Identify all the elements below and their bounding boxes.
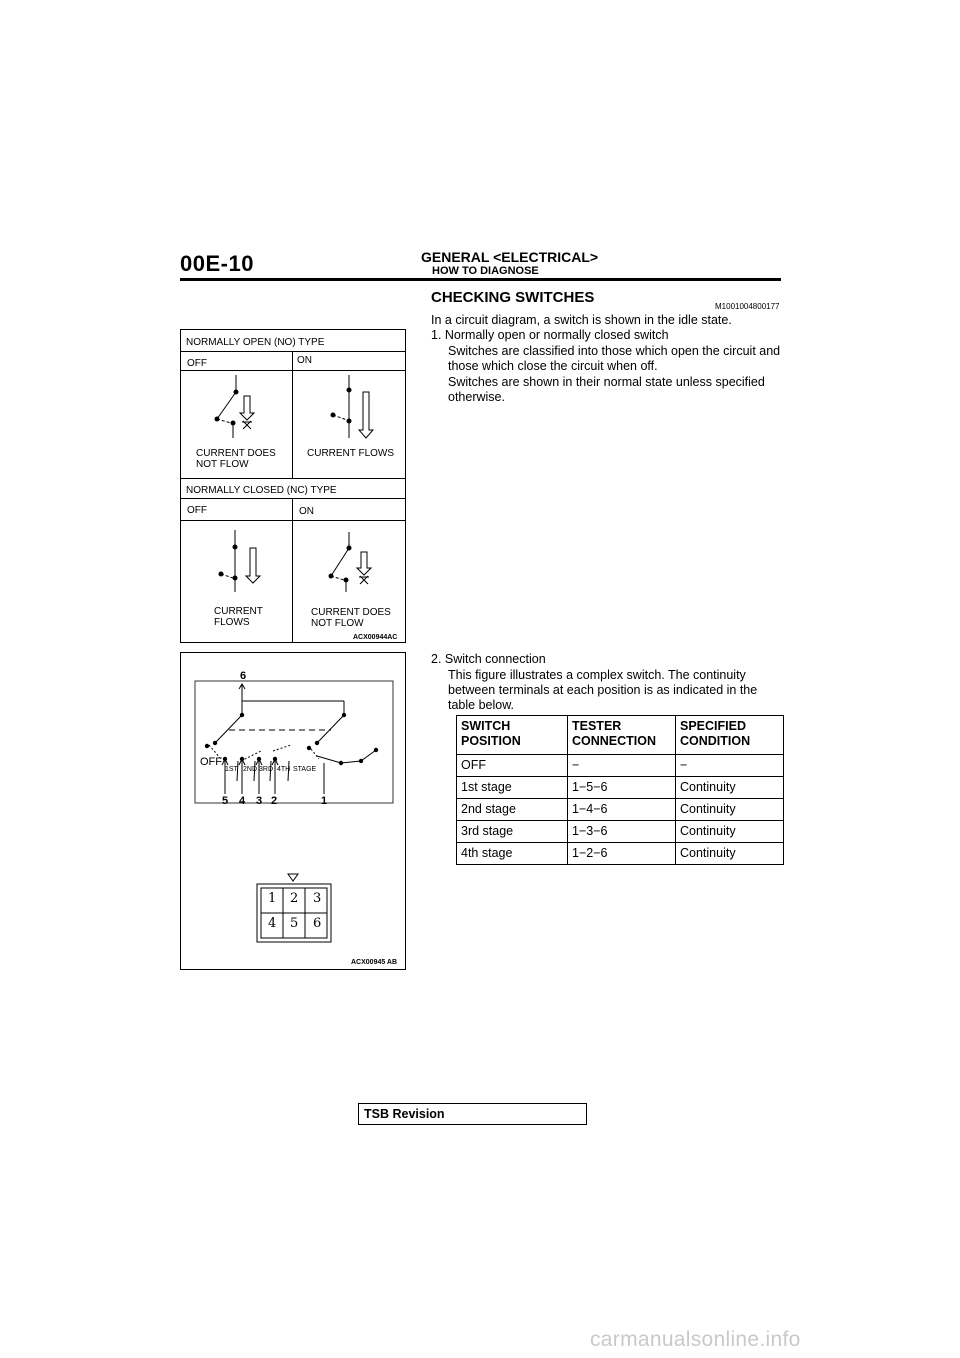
header-line: SWITCH	[461, 719, 511, 733]
stage-4th-label: 4TH	[277, 766, 291, 773]
table-cell: 3rd stage	[457, 821, 568, 843]
page-number: 00E-10	[180, 251, 254, 276]
no-off-switch-symbol	[215, 375, 238, 438]
switch-symbols-svg	[181, 330, 405, 642]
nc-on-blocked-arrow-icon	[357, 552, 371, 584]
stage-3rd-label: 3RD	[259, 766, 274, 773]
header-tester-connection	[568, 716, 676, 755]
tsb-revision-label: TSB Revision	[364, 1107, 445, 1121]
figure2-id: ACX00945 AB	[351, 959, 398, 966]
item1-para2-line1: Switches are shown in their normal state unless specified	[448, 375, 765, 389]
nc-on-caption-line1: CURRENT DOES	[311, 607, 391, 618]
nc-on-label: ON	[299, 506, 314, 517]
connector-face-icon	[257, 874, 331, 942]
table-row	[457, 843, 784, 865]
item1-para1-line1: Switches are classified into those which open the circuit and	[448, 344, 781, 358]
intro-text: In a circuit diagram, a switch is shown in the idle state.	[431, 313, 732, 327]
no-off-label: OFF	[187, 358, 207, 369]
item1-para1-line2: those which close the circuit when off.	[448, 359, 658, 373]
complex-switch-figure	[180, 652, 406, 970]
table-cell: −	[676, 755, 784, 777]
terminal-3-label: 3	[256, 795, 263, 807]
header-title: GENERAL <ELECTRICAL>	[421, 249, 599, 265]
complex-switch-schematic	[195, 681, 393, 803]
off-position-label: OFF	[200, 756, 222, 768]
table-cell: 1−5−6	[568, 777, 676, 799]
table-cell: Continuity	[676, 777, 784, 799]
nc-off-current-arrow-icon	[246, 548, 260, 583]
contact-dots	[205, 713, 378, 765]
switch-types-figure	[180, 329, 406, 643]
nc-off-switch-symbol	[219, 530, 237, 592]
connector-pin-5: 5	[290, 916, 299, 931]
header-line: CONNECTION	[572, 734, 657, 748]
nc-on-switch-symbol	[329, 532, 351, 592]
no-on-switch-symbol	[331, 375, 351, 438]
nc-off-caption-line2: FLOWS	[214, 617, 250, 628]
connector-pin-2: 2	[290, 891, 299, 906]
connector-pin-6: 6	[313, 916, 322, 931]
watermark: carmanualsonline.info	[590, 1328, 801, 1351]
nc-off-label: OFF	[187, 505, 207, 516]
header-rule	[180, 278, 781, 281]
table-row	[457, 799, 784, 821]
table-cell: Continuity	[676, 799, 784, 821]
figure1-id: ACX00944AC	[353, 634, 398, 641]
table-row	[457, 755, 784, 777]
section-code: M1001004800177	[715, 302, 780, 311]
connector-pin-1: 1	[268, 891, 277, 906]
item2-para-line3: table below.	[448, 698, 515, 712]
header-specified-condition	[676, 716, 784, 755]
no-on-caption: CURRENT FLOWS	[307, 448, 395, 459]
no-on-current-arrow-icon	[359, 392, 373, 438]
header-line: SPECIFIED	[680, 719, 746, 733]
header-line: TESTER	[572, 719, 622, 733]
switch-continuity-table	[456, 715, 784, 865]
item1-para2-line2: otherwise.	[448, 390, 505, 404]
stage-2nd-label: 2ND	[243, 766, 258, 773]
nc-off-caption-line1: CURRENT	[214, 606, 263, 617]
table-cell: Continuity	[676, 843, 784, 865]
no-off-caption-line2: NOT FLOW	[196, 459, 249, 470]
table-cell: 4th stage	[457, 843, 568, 865]
terminal-5-label: 5	[222, 795, 229, 807]
terminal-6-label: 6	[240, 670, 247, 682]
terminal-2-label: 2	[271, 795, 278, 807]
header-switch-position	[457, 716, 568, 755]
no-off-caption-line1: CURRENT DOES	[196, 448, 276, 459]
stage-word-label: STAGE	[293, 766, 317, 773]
table-cell: Continuity	[676, 821, 784, 843]
connector-pin-3: 3	[313, 891, 322, 906]
terminal-1-label: 1	[321, 795, 328, 807]
no-off-blocked-arrow-icon	[240, 396, 254, 429]
nc-type-label: NORMALLY CLOSED (NC) TYPE	[186, 485, 337, 496]
table-cell: 2nd stage	[457, 799, 568, 821]
item1-heading: 1. Normally open or normally closed switch	[431, 328, 669, 342]
table-header-row	[457, 716, 784, 755]
table-cell: −	[568, 755, 676, 777]
item2-heading: 2. Switch connection	[431, 652, 546, 666]
header-line: POSITION	[461, 734, 521, 748]
no-on-label: ON	[297, 355, 312, 366]
terminal-4-label: 4	[239, 795, 246, 807]
section-title: CHECKING SWITCHES	[431, 289, 595, 306]
tsb-revision-box	[358, 1103, 587, 1125]
header-subtitle: HOW TO DIAGNOSE	[432, 265, 539, 277]
table-cell: 1st stage	[457, 777, 568, 799]
table-cell: 1−2−6	[568, 843, 676, 865]
item2-para-line1: This figure illustrates a complex switch. The continuity	[448, 668, 746, 682]
header-line: CONDITION	[680, 734, 751, 748]
stage-1st-label: 1ST	[225, 766, 238, 773]
table-row	[457, 777, 784, 799]
item2-para-line2: between terminals at each position is as indicated in the	[448, 683, 758, 697]
no-type-label: NORMALLY OPEN (NO) TYPE	[186, 337, 325, 348]
nc-on-caption-line2: NOT FLOW	[311, 618, 364, 629]
table-cell: 1−3−6	[568, 821, 676, 843]
complex-switch-svg	[181, 653, 405, 969]
table-row	[457, 821, 784, 843]
table-cell: 1−4−6	[568, 799, 676, 821]
connector-pin-4: 4	[268, 916, 277, 931]
table-cell: OFF	[457, 755, 568, 777]
